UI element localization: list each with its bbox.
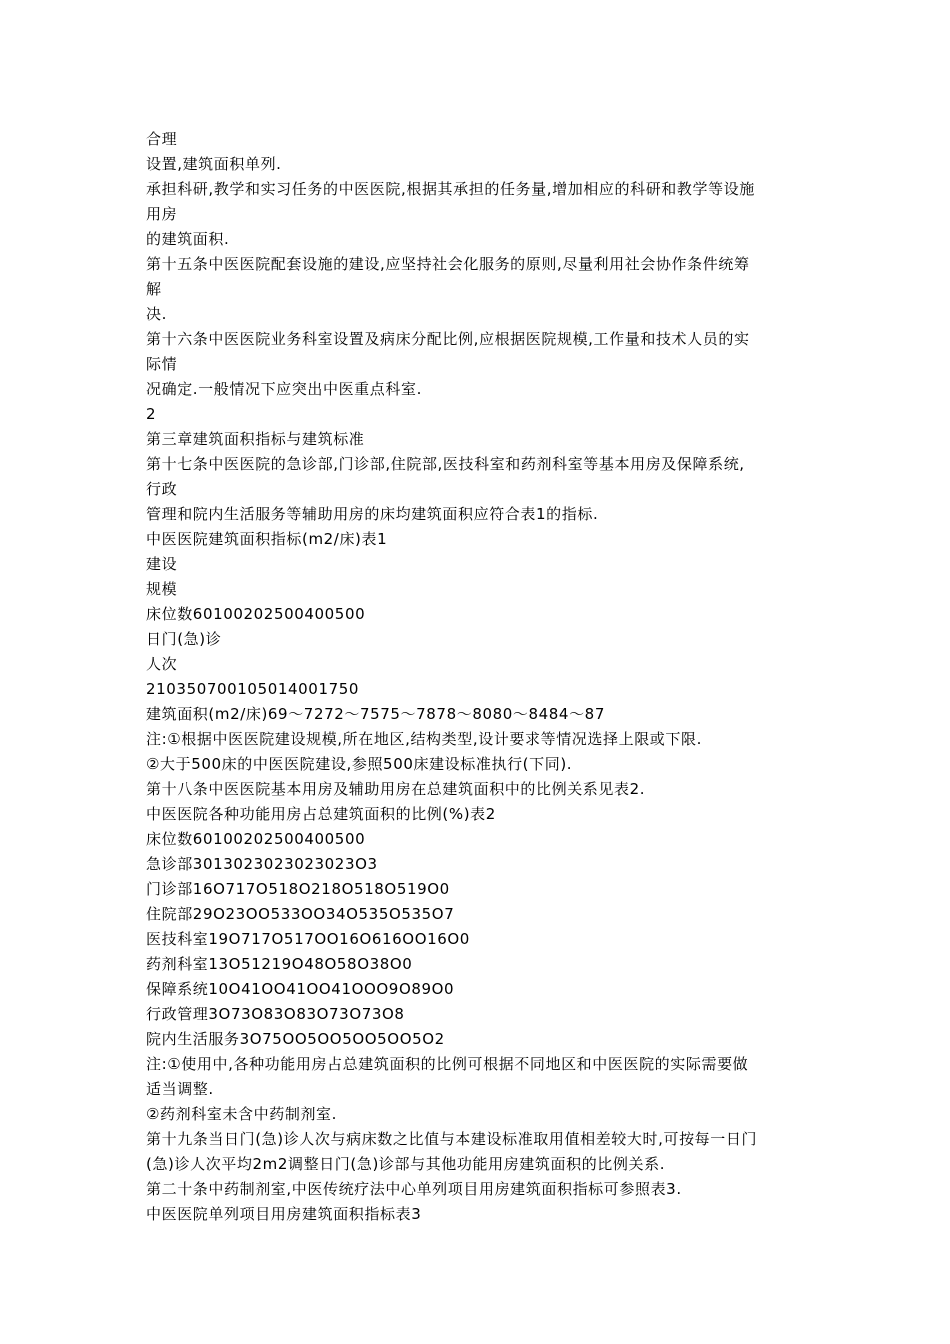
text-line: 急诊部3013023023023023O3 — [146, 855, 378, 873]
text-line: 解 — [146, 280, 162, 298]
text-line: 保障系统10O41OO41OO41OOO9O89O0 — [146, 980, 455, 998]
text-line: 日门(急)诊 — [146, 630, 222, 648]
text-line: 床位数60100202500400500 — [146, 605, 366, 623]
text-line: 药剂科室13O51219O48O58O38O0 — [146, 955, 413, 973]
text-line: 的建筑面积. — [146, 230, 230, 248]
note-line: 注:①使用中,各种功能用房占总建筑面积的比例可根据不同地区和中医医院的实际需要做 — [146, 1055, 749, 1073]
text-line: 床位数60100202500400500 — [146, 830, 366, 848]
text-line: 门诊部16O717O518O218O518O519O0 — [146, 880, 450, 898]
page-number: 2 — [146, 405, 157, 423]
text-line: 第十八条中医医院基本用房及辅助用房在总建筑面积中的比例关系见表2. — [146, 780, 646, 798]
note-line: 注:①根据中医医院建设规模,所在地区,结构类型,设计要求等情况选择上限或下限. — [146, 730, 702, 748]
text-line: 管理和院内生活服务等辅助用房的床均建筑面积应符合表1的指标. — [146, 505, 599, 523]
text-line: 院内生活服务3O75OO5OO5OO5OO5O2 — [146, 1030, 445, 1048]
text-line: 况确定.一般情况下应突出中医重点科室. — [146, 380, 422, 398]
text-line: 决. — [146, 305, 167, 323]
text-line: 第十九条当日门(急)诊人次与病床数之比值与本建设标准取用值相差较大时,可按每一日门 — [146, 1130, 758, 1148]
text-line: 合理 — [146, 130, 178, 148]
note-line: 适当调整. — [146, 1080, 214, 1098]
text-line: 行政 — [146, 480, 178, 498]
text-line: 人次 — [146, 655, 178, 673]
table-caption: 中医医院各种功能用房占总建筑面积的比例(%)表2 — [146, 805, 496, 823]
text-line: 设置,建筑面积单列. — [146, 155, 282, 173]
text-line: (急)诊人次平均2m2调整日门(急)诊部与其他功能用房建筑面积的比例关系. — [146, 1155, 666, 1173]
text-line: 规模 — [146, 580, 178, 598]
text-line: 用房 — [146, 205, 178, 223]
document-body — [146, 127, 811, 1227]
text-line: 第十六条中医医院业务科室设置及病床分配比例,应根据医院规模,工作量和技术人员的实 — [146, 330, 750, 348]
table-caption: 中医医院单列项目用房建筑面积指标表3 — [146, 1205, 422, 1223]
text-line: 建设 — [146, 555, 178, 573]
text-line: 第二十条中药制剂室,中医传统疗法中心单列项目用房建筑面积指标可参照表3. — [146, 1180, 682, 1198]
text-line: 第十七条中医医院的急诊部,门诊部,住院部,医技科室和药剂科室等基本用房及保障系统, — [146, 455, 745, 473]
text-line: 际情 — [146, 355, 178, 373]
table-caption: 中医医院建筑面积指标(m2/床)表1 — [146, 530, 388, 548]
text-line: 建筑面积(m2/床)69～7272～7575～7878～8080～8484～87 — [146, 705, 605, 723]
note-line: ②药剂科室未含中药制剂室. — [146, 1105, 338, 1123]
text-line: 承担科研,教学和实习任务的中医医院,根据其承担的任务量,增加相应的科研和教学等设施 — [146, 180, 755, 198]
text-line: 第十五条中医医院配套设施的建设,应坚持社会化服务的原则,尽量利用社会协作条件统筹 — [146, 255, 750, 273]
chapter-heading: 第三章建筑面积指标与建筑标准 — [146, 430, 365, 448]
text-line: 210350700105014001750 — [146, 680, 360, 698]
text-line: 医技科室19O717O517OO16O616OO16O0 — [146, 930, 470, 948]
text-line: 住院部29O23OO533OO34O535O535O7 — [146, 905, 455, 923]
note-line: ②大于500床的中医医院建设,参照500床建设标准执行(下同). — [146, 755, 573, 773]
text-line: 行政管理3O73O83O83O73O73O8 — [146, 1005, 405, 1023]
